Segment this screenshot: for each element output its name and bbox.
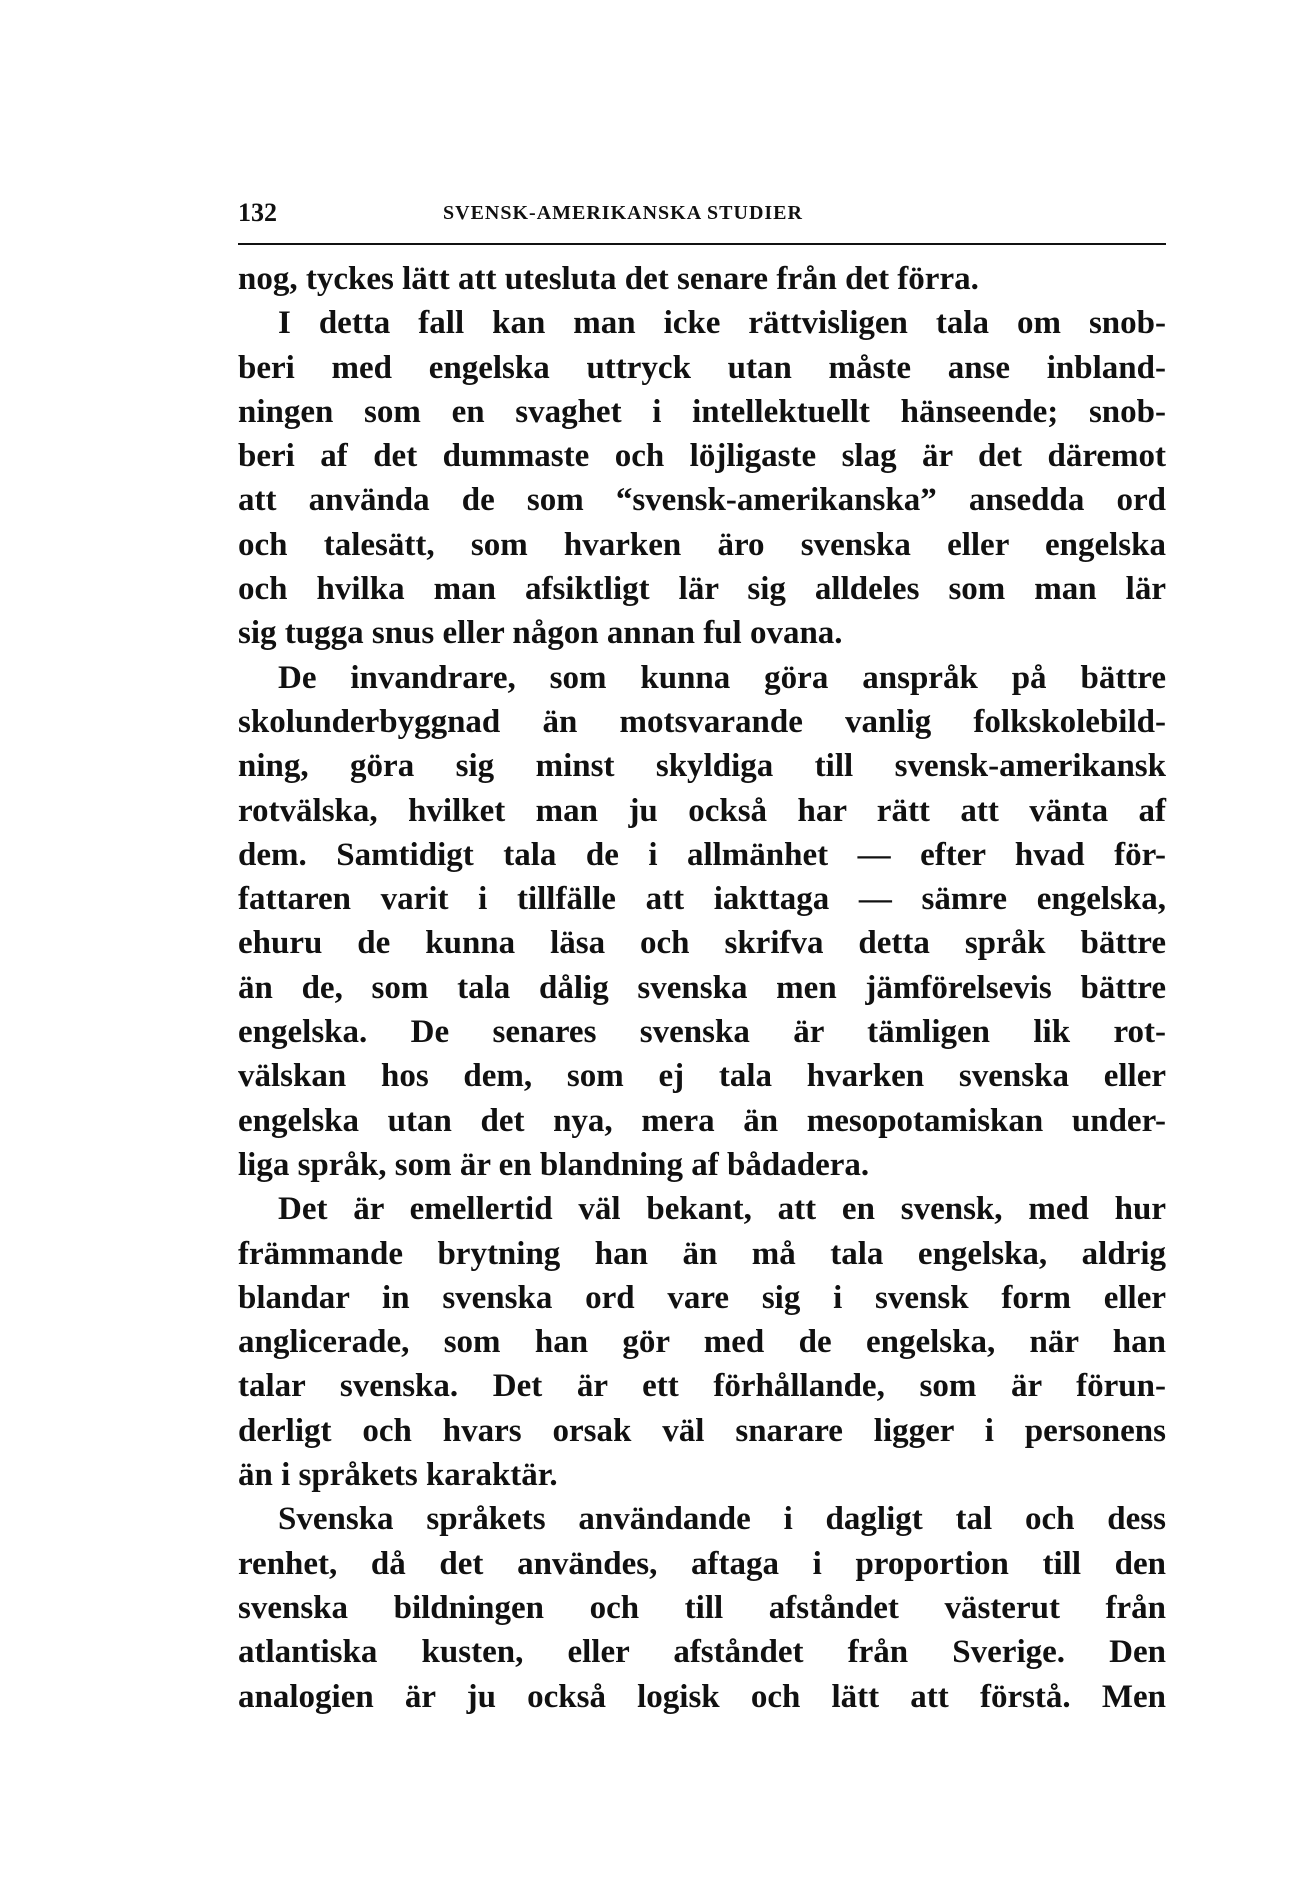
text-line: dem. Samtidigt tala de i allmänhet — efter hvad för-	[238, 836, 1166, 873]
text-line: ning, göra sig minst skyldiga till svensk-amerikansk	[238, 748, 1166, 785]
text-line: nog, tyckes lätt att utesluta det senare från det förra.	[238, 261, 979, 297]
text-line: renhet, då det användes, aftaga i proportion till den	[238, 1545, 1166, 1582]
text-line: fattaren varit i tillfälle att iakttaga — sämre engelska,	[238, 881, 1166, 918]
text-line: beri af det dummaste och löjligaste slag är det däremot	[238, 438, 1166, 475]
text-line: engelska utan det nya, mera än mesopotamiskan under-	[238, 1102, 1166, 1139]
text-line: Det är emellertid väl bekant, att en svensk, med hur	[278, 1191, 1166, 1228]
text-line: än de, som tala dålig svenska men jämförelsevis bättre	[238, 969, 1166, 1006]
text-line: beri med engelska uttryck utan måste anse inbland-	[238, 349, 1166, 386]
text-line: De invandrare, som kunna göra anspråk på bättre	[278, 659, 1166, 696]
body-text	[238, 257, 1166, 1719]
text-line: välskan hos dem, som ej tala hvarken svenska eller	[238, 1058, 1166, 1095]
running-head: SVENSK-AMERIKANSKA STUDIER	[443, 202, 803, 224]
text-line: främmande brytning han än må tala engelska, aldrig	[238, 1235, 1166, 1272]
text-line: engelska. De senares svenska är tämligen lik rot-	[238, 1014, 1166, 1051]
text-line: sig tugga snus eller någon annan ful ovana.	[238, 615, 843, 652]
text-line: rotvälska, hvilket man ju också har rätt att vänta af	[238, 792, 1166, 829]
text-line: och hvilka man afsiktligt lär sig alldeles som man lär	[238, 571, 1166, 608]
text-line: talar svenska. Det är ett förhållande, som är förun-	[238, 1368, 1166, 1405]
text-line: analogien är ju också logisk och lätt att förstå. Men	[238, 1678, 1166, 1715]
text-line: ningen som en svaghet i intellektuellt hänseende; snob-	[238, 393, 1166, 430]
text-line: blandar in svenska ord vare sig i svensk form eller	[238, 1279, 1166, 1316]
page-number: 132	[238, 198, 277, 227]
text-line: ehuru de kunna läsa och skrifva detta språk bättre	[238, 925, 1166, 962]
header-rule	[238, 243, 1166, 245]
text-line: att använda de som “svensk-amerikanska” ansedda ord	[238, 482, 1166, 519]
text-line: atlantiska kusten, eller afståndet från Sverige. Den	[238, 1634, 1166, 1671]
text-line: än i språkets karaktär.	[238, 1457, 558, 1494]
text-line: I detta fall kan man icke rättvisligen tala om snob-	[278, 305, 1166, 342]
text-line: derligt och hvars orsak väl snarare ligger i personens	[238, 1412, 1166, 1449]
text-line: och talesätt, som hvarken äro svenska eller engelska	[238, 526, 1166, 563]
text-line: Svenska språkets användande i dagligt tal och dess	[278, 1501, 1166, 1538]
text-line: skolunderbyggnad än motsvarande vanlig folkskolebild-	[238, 703, 1166, 740]
text-line: liga språk, som är en blandning af bådadera.	[238, 1146, 870, 1183]
page-header	[238, 198, 1166, 238]
text-line: anglicerade, som han gör med de engelska, när han	[238, 1324, 1166, 1361]
text-line: svenska bildningen och till afståndet västerut från	[238, 1589, 1166, 1626]
